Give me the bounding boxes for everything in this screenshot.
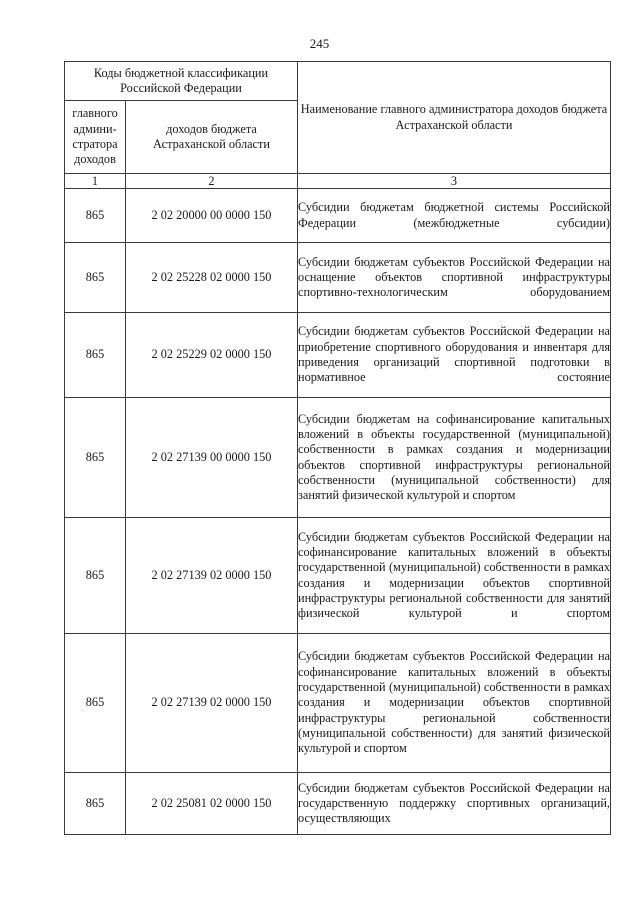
page-number: 245 [309,36,330,51]
admin-code-cell: 865 [65,398,126,518]
column-number-2: 2 [126,174,298,189]
header-group-title: Коды бюджетной классификации Российской Федерации [65,62,298,101]
column-number-1: 1 [65,174,126,189]
table-row [65,189,611,243]
admin-code-cell: 865 [65,518,126,634]
income-name-cell: Субсидии бюджетам бюджетной системы Российской Федерации (межбюджетные субсидии) [298,189,611,243]
income-name-cell: Субсидии бюджетам субъектов Российской Федерации на софинансирование капитальных вложений в объекты государственной (муниципальной) собственности в рамках создания и модернизации объектов спортивной инфраструктуры региональной собственности (муниципальной собственности) для занятий физической культурой и спортом [298,634,611,773]
income-name-cell: Субсидии бюджетам субъектов Российской Федерации на софинансирование капитальных вложений в объекты государственной (муниципальной) собственности в рамках создания и модернизации объектов спортивной инфраструктуры региональной собственности для занятий физической культурой и спортом [298,518,611,634]
budget-code-cell: 2 02 20000 00 0000 150 [126,189,298,243]
table-row [65,773,611,835]
admin-code-cell: 865 [65,243,126,313]
income-name-cell: Субсидии бюджетам на софинансирование капитальных вложений в объекты государственной (муниципальной) собственности в рамках создания и модернизации объектов спортивной инфраструктуры региональной собственности (муниципальной собственности) для занятий физической культурой и спортом [298,398,611,518]
header-row-group [65,62,611,101]
budget-code-cell: 2 02 27139 00 0000 150 [126,398,298,518]
income-name-cell: Субсидии бюджетам субъектов Российской Федерации на приобретение спортивного оборудования и инвентаря для приведения организаций спортивной подготовки в нормативное состояние [298,313,611,398]
table-row [65,398,611,518]
admin-code-cell: 865 [65,313,126,398]
admin-code-cell: 865 [65,189,126,243]
header-admin-column: главного админи-стратора доходов [65,101,126,174]
table-row [65,243,611,313]
header-name-column: Наименование главного администратора доходов бюджета Астраханской области [298,62,611,174]
income-name-cell: Субсидии бюджетам субъектов Российской Федерации на государственную поддержку спортивных организаций, осуществляющих [298,773,611,835]
budget-code-cell: 2 02 25228 02 0000 150 [126,243,298,313]
table-row [65,518,611,634]
budget-classification-table [64,61,611,835]
income-name-cell: Субсидии бюджетам субъектов Российской Федерации на оснащение объектов спортивной инфраструктуры спортивно-технологическим оборудованием [298,243,611,313]
table-row [65,313,611,398]
admin-code-cell: 865 [65,773,126,835]
table-row [65,634,611,773]
admin-code-cell: 865 [65,634,126,773]
column-number-3: 3 [298,174,611,189]
header-code-column: доходов бюджета Астраханской области [126,101,298,174]
column-number-row [65,174,611,189]
budget-code-cell: 2 02 25081 02 0000 150 [126,773,298,835]
budget-code-cell: 2 02 27139 02 0000 150 [126,518,298,634]
budget-code-cell: 2 02 25229 02 0000 150 [126,313,298,398]
budget-code-cell: 2 02 27139 02 0000 150 [126,634,298,773]
